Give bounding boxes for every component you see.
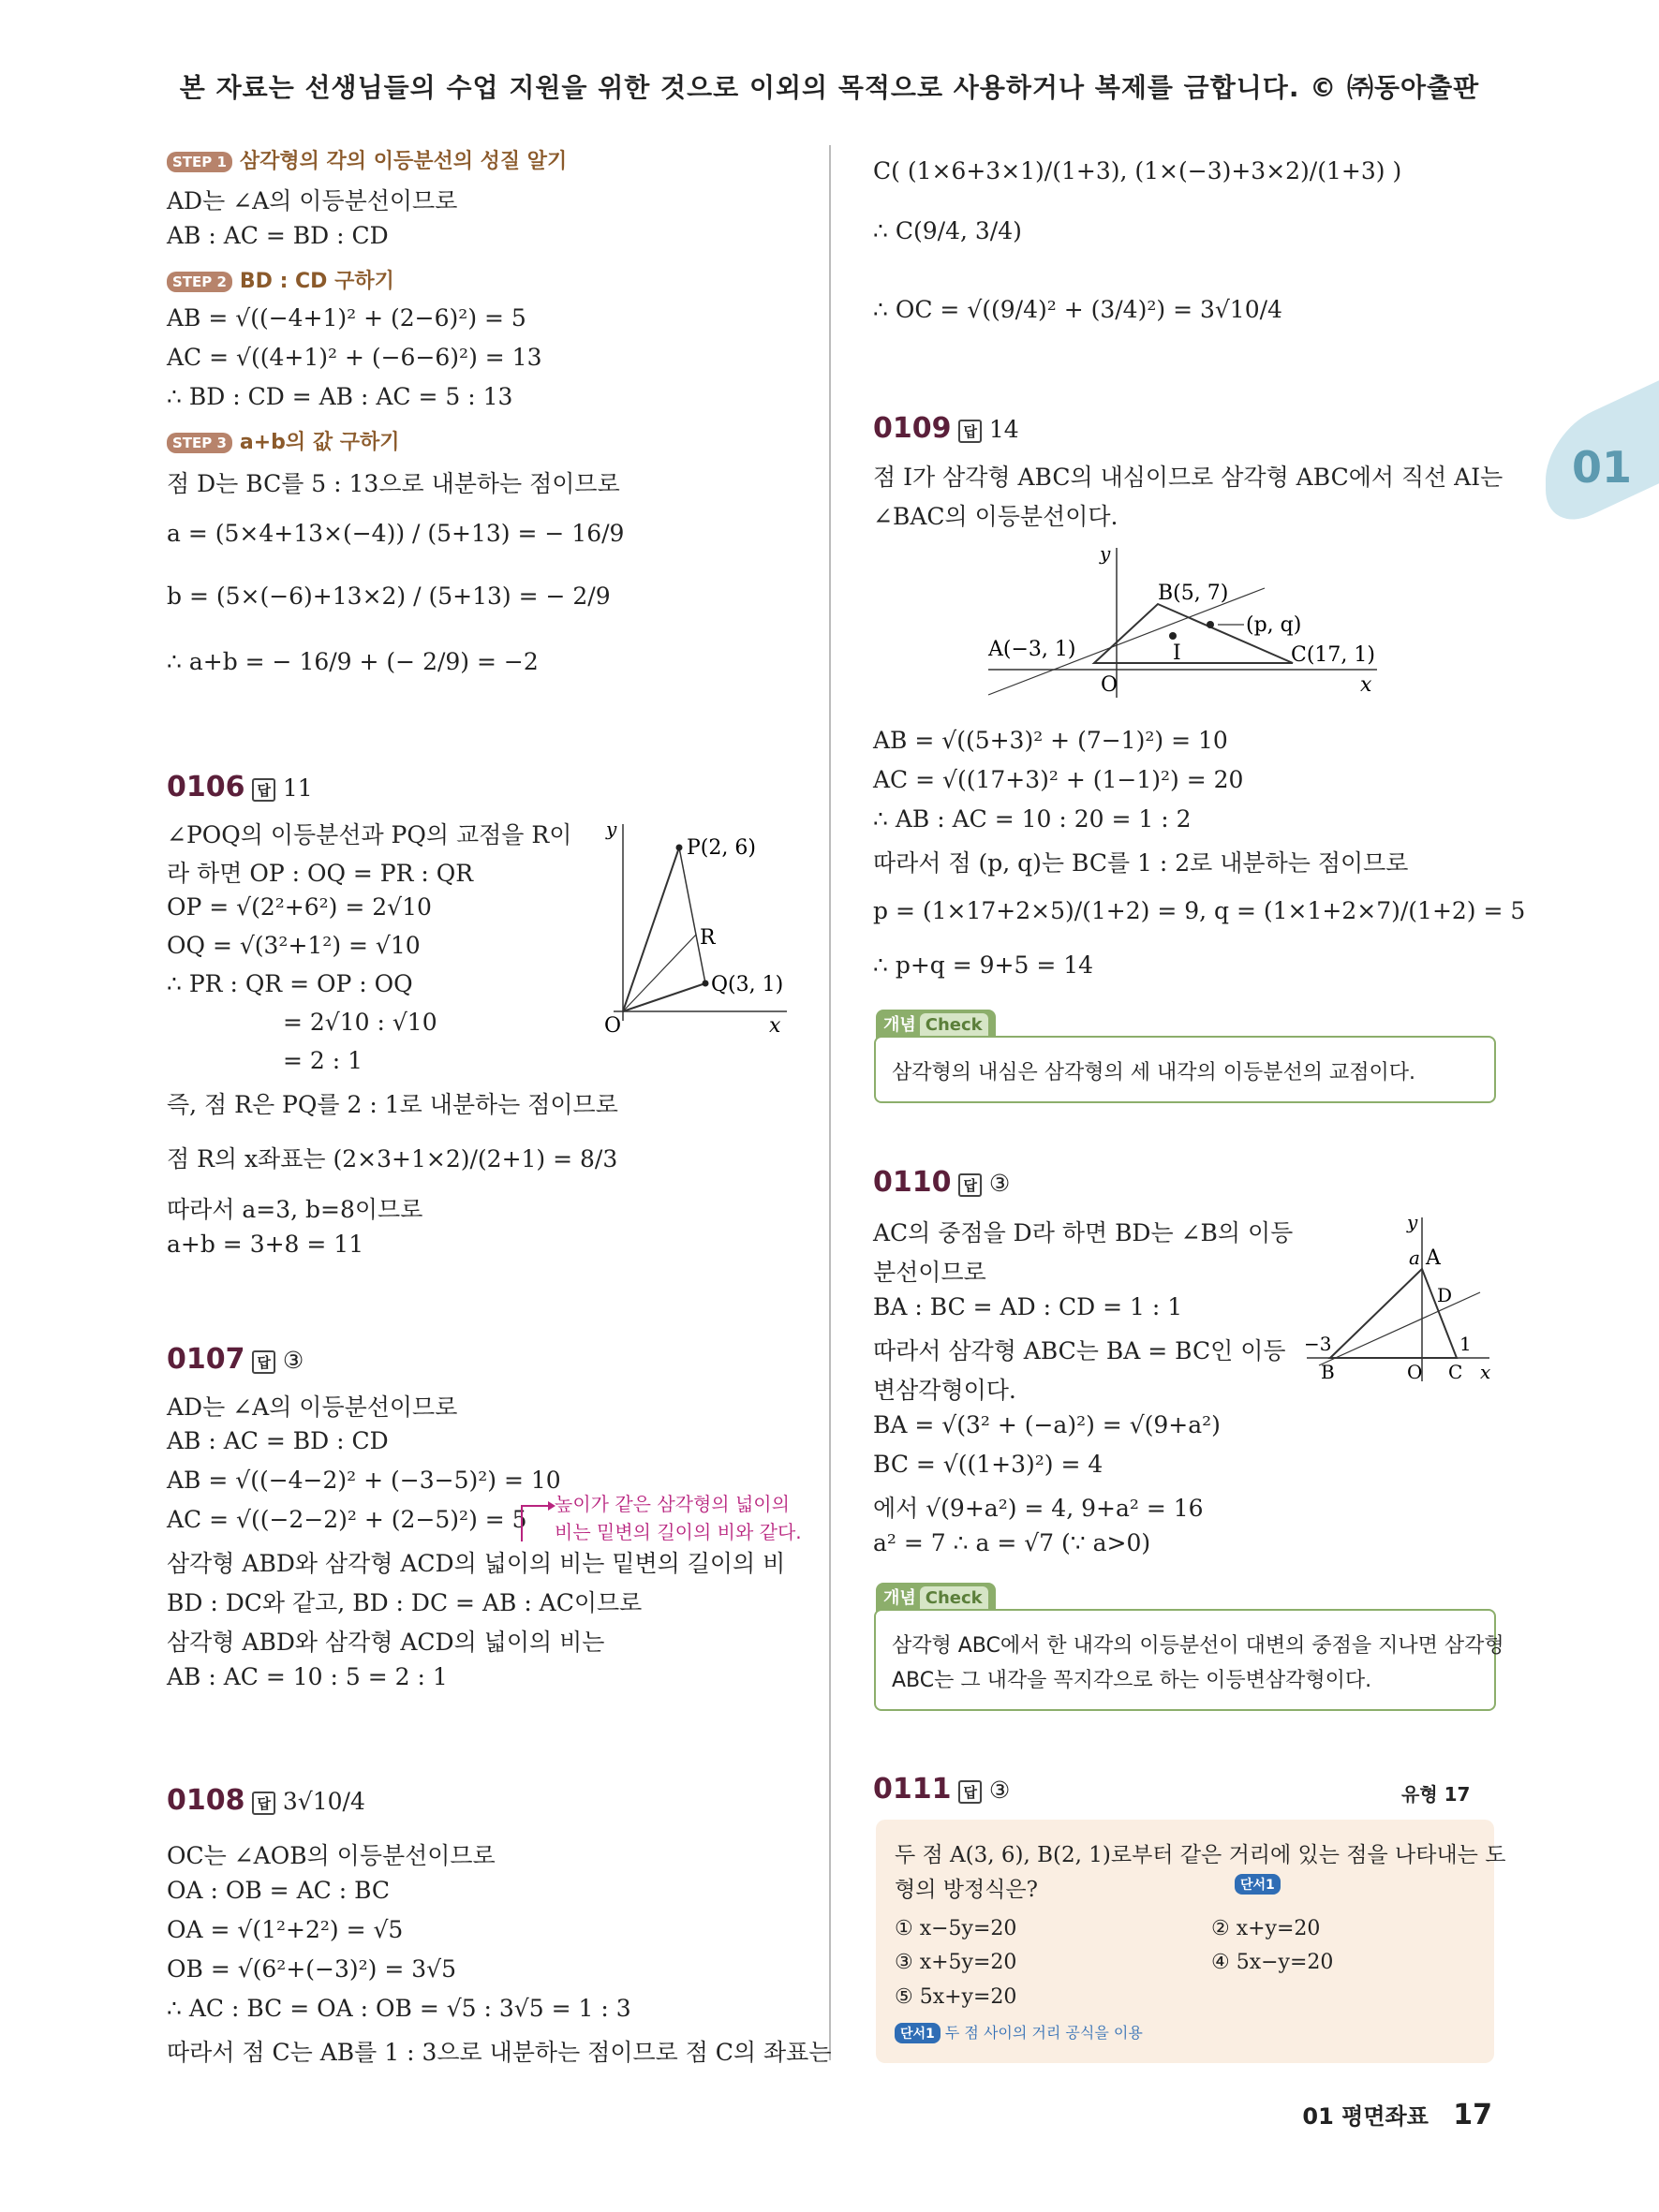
text-line: 에서 √(9+a²) = 4, 9+a² = 16 (873, 1495, 1204, 1522)
problem-number: 0109 (873, 412, 952, 445)
problem-0111-heading (873, 1773, 1010, 1806)
label-d: D (1437, 1284, 1453, 1306)
footer-chapter: 01 평면좌표 (1302, 2103, 1429, 2130)
text-line: OQ = √(3²+1²) = √10 (167, 932, 421, 959)
problem-number: 0107 (167, 1343, 245, 1376)
problem-0108-heading (167, 1784, 365, 1817)
point-q (703, 981, 709, 987)
label-m3: −3 (1304, 1333, 1332, 1355)
hint-text: 두 점 사이의 거리 공식을 이용 (944, 2024, 1143, 2042)
text-line: ∴ AC : BC = OA : OB = √5 : 3√5 = 1 : 3 (167, 1995, 631, 2022)
point-i (1169, 632, 1177, 640)
text-line: BA : BC = AD : CD = 1 : 1 (873, 1293, 1183, 1320)
text-line: AD는 ∠A의 이등분선이므로 (167, 1394, 458, 1421)
problem-0110-heading (873, 1166, 1010, 1199)
text-line: OA : OB = AC : BC (167, 1877, 391, 1904)
text-line: 라 하면 OP : OQ = PR : QR (167, 860, 474, 887)
text-line: AB : AC = BD : CD (167, 1427, 389, 1454)
text-line: b = (5×(−6)+13×2) / (5+13) = − 2/9 (167, 582, 611, 610)
text-line: AB = √((−4−2)² + (−3−5)²) = 10 (167, 1467, 561, 1494)
question-hint-badge (1235, 1867, 1281, 1895)
text-line: 분선이므로 (873, 1259, 986, 1286)
text-line: ∴ p+q = 9+5 = 14 (873, 951, 1094, 979)
problem-0106-heading (167, 771, 313, 804)
chapter-tab-number: 01 (1572, 442, 1633, 493)
problem-0109-heading (873, 412, 1019, 445)
text-line: AC = √((17+3)² + (1−1)²) = 20 (873, 766, 1244, 793)
check2-tag-label: 개념 (883, 1588, 916, 1608)
label-x: x (1480, 1361, 1491, 1383)
text-line: a+b = 3+8 = 11 (167, 1231, 364, 1258)
page-footer (1302, 2098, 1492, 2131)
check2-text-2: ABC는 그 내각을 꼭지각으로 하는 이등변삼각형이다. (892, 1669, 1372, 1692)
label-c: C(17, 1) (1291, 643, 1375, 667)
text-line: ∴ PR : QR = OP : OQ (167, 970, 413, 997)
problem-number: 0108 (167, 1784, 245, 1817)
label-o: O (1407, 1361, 1423, 1383)
text-line: OP = √(2²+6²) = 2√10 (167, 893, 432, 921)
answer-tag: 답 (958, 420, 982, 443)
triangle-abc (1330, 1269, 1457, 1358)
label-y: y (1100, 543, 1111, 565)
text-line: AC = √((−2−2)² + (2−5)²) = 5 (167, 1506, 527, 1533)
step1-heading (167, 145, 567, 174)
text-line: 점 D는 BC를 5 : 13으로 내분하는 점이므로 (167, 470, 620, 497)
hint-badge-label: 단서1 (1235, 1874, 1281, 1895)
text-line: C( (1×6+3×1)/(1+3), (1×(−3)+3×2)/(1+3) ) (873, 157, 1402, 184)
text-line: 따라서 a=3, b=8이므로 (167, 1196, 423, 1223)
copyright-header: 본 자료는 선생님들의 수업 지원을 위한 것으로 이외의 목적으로 사용하거나 복제를 금합니다. © ㈜동아출판 (179, 72, 1480, 103)
step3-title: a+b의 값 구하기 (239, 431, 400, 454)
arrow-icon (520, 1497, 557, 1543)
point-p (676, 845, 683, 851)
label-c: C (1448, 1361, 1463, 1383)
question-line-2: 형의 방정식은? (895, 1878, 1038, 1902)
figure-0110 (1302, 1208, 1499, 1386)
answer-tag: 답 (252, 778, 275, 802)
check1-label: Check (920, 1013, 988, 1037)
step1-title: 삼각형의 각의 이등분선의 성질 알기 (239, 150, 568, 173)
text-line: AC의 중점을 D라 하면 BD는 ∠B의 이등 (873, 1219, 1294, 1246)
step2-badge: STEP 2 (167, 272, 232, 292)
answer-value: ③ (282, 1347, 304, 1374)
text-line: BC = √((1+3)²) = 4 (873, 1451, 1104, 1478)
check2-box (874, 1609, 1496, 1711)
answer-value: 14 (988, 416, 1019, 443)
text-line: BA = √(3² + (−a)²) = √(9+a²) (873, 1411, 1221, 1438)
label-a-val: a (1409, 1246, 1420, 1269)
text-line: AB = √((5+3)² + (7−1)²) = 10 (873, 727, 1228, 754)
text-line: AB : AC = BD : CD (167, 222, 389, 249)
label-o: O (1101, 673, 1118, 697)
text-line: 변삼각형이다. (873, 1377, 1016, 1404)
problem-number: 0110 (873, 1166, 952, 1199)
label-y: y (1407, 1211, 1418, 1233)
label-pq: (p, q) (1246, 613, 1302, 637)
text-line: 점 R의 x좌표는 (2×3+1×2)/(2+1) = 8/3 (167, 1145, 618, 1172)
text-line: ∠BAC의 이등분선이다. (873, 503, 1118, 530)
segment-oq (623, 983, 705, 1011)
answer-value: ③ (988, 1777, 1011, 1804)
label-a: A(−3, 1) (988, 638, 1076, 661)
step1-badge: STEP 1 (167, 152, 232, 172)
type-label: 유형 17 (1401, 1783, 1471, 1806)
label-a: A (1426, 1246, 1441, 1270)
option-5: ⑤ 5x+y=20 (895, 1985, 1017, 2009)
label-q: Q(3, 1) (711, 973, 784, 996)
answer-value: 3√10/4 (282, 1788, 365, 1815)
hint-line (895, 2021, 1143, 2043)
segment-pq (679, 848, 705, 983)
check1-tag-label: 개념 (883, 1015, 916, 1035)
text-line: = 2√10 : √10 (283, 1009, 437, 1036)
text-line: 점 I가 삼각형 ABC의 내심이므로 삼각형 ABC에서 직선 AI는 (873, 464, 1503, 491)
label-x: x (1360, 673, 1372, 697)
figure-0109 (984, 543, 1386, 702)
text-line: = 2 : 1 (283, 1047, 363, 1074)
question-line-1: 두 점 A(3, 6), B(2, 1)로부터 같은 거리에 있는 점을 나타내는 도 (895, 1843, 1506, 1867)
answer-tag: 답 (958, 1780, 982, 1804)
check2-label: Check (920, 1586, 988, 1610)
step3-badge: STEP 3 (167, 433, 232, 453)
text-line: AD는 ∠A의 이등분선이므로 (167, 187, 458, 214)
text-line: ∴ OC = √((9/4)² + (3/4)²) = 3√10/4 (873, 296, 1282, 323)
label-o: O (604, 1014, 622, 1038)
text-line: ∴ BD : CD = AB : AC = 5 : 13 (167, 383, 513, 410)
problem-number: 0111 (873, 1773, 952, 1806)
note-line-2: 비는 밑변의 길이의 비와 같다. (555, 1521, 802, 1543)
figure-0106 (585, 815, 792, 1040)
text-line: 따라서 삼각형 ABC는 BA = BC인 이등 (873, 1337, 1286, 1364)
option-2: ② x+y=20 (1211, 1917, 1321, 1940)
text-line: a = (5×4+13×(−4)) / (5+13) = − 16/9 (167, 520, 625, 547)
problem-0107-heading (167, 1343, 304, 1376)
text-line: ∴ a+b = − 16/9 + (− 2/9) = −2 (167, 648, 539, 675)
label-p: P(2, 6) (687, 836, 756, 860)
point-pq (1207, 621, 1214, 628)
option-4: ④ 5x−y=20 (1211, 1951, 1334, 1974)
answer-value: 11 (282, 774, 313, 802)
text-line: p = (1×17+2×5)/(1+2) = 9, q = (1×1+2×7)/(1+2) = 5 (873, 897, 1526, 924)
text-line: 삼각형 ABD와 삼각형 ACD의 넓이의 비는 밑변의 길이의 비 (167, 1550, 786, 1577)
page-number: 17 (1453, 2099, 1492, 2131)
label-r: R (700, 926, 716, 950)
text-line: 삼각형 ABD와 삼각형 ACD의 넓이의 비는 (167, 1629, 605, 1656)
text-line: ∴ AB : AC = 10 : 20 = 1 : 2 (873, 805, 1192, 833)
check1-text: 삼각형의 내심은 삼각형의 세 내각의 이등분선의 교점이다. (892, 1061, 1416, 1084)
text-line: OC는 ∠AOB의 이등분선이므로 (167, 1842, 496, 1869)
hint-badge: 단서1 (895, 2023, 941, 2043)
text-line: 즉, 점 R은 PQ를 2 : 1로 내분하는 점이므로 (167, 1091, 618, 1118)
text-line: 따라서 점 C는 AB를 1 : 3으로 내분하는 점이므로 점 C의 좌표는 (167, 2039, 832, 2066)
label-b: B(5, 7) (1158, 582, 1229, 605)
note-line-1: 높이가 같은 삼각형의 넓이의 (555, 1493, 790, 1515)
label-one: 1 (1459, 1333, 1472, 1355)
check2-text-1: 삼각형 ABC에서 한 내각의 이등분선이 대변의 중점을 지나면 삼각형 (892, 1634, 1504, 1658)
label-y: y (606, 818, 617, 840)
option-1: ① x−5y=20 (895, 1917, 1017, 1940)
answer-value: ③ (988, 1170, 1011, 1197)
text-line: AB : AC = 10 : 5 = 2 : 1 (167, 1663, 448, 1690)
text-line: 따라서 점 (p, q)는 BC를 1 : 2로 내분하는 점이므로 (873, 849, 1409, 877)
step3-heading (167, 426, 400, 455)
text-line: OA = √(1²+2²) = √5 (167, 1916, 404, 1943)
text-line: AC = √((4+1)² + (−6−6)²) = 13 (167, 344, 542, 371)
label-x: x (769, 1014, 781, 1038)
segment-op (623, 848, 679, 1011)
answer-tag: 답 (252, 1792, 275, 1815)
answer-tag: 답 (252, 1350, 275, 1374)
text-line: AB = √((−4+1)² + (2−6)²) = 5 (167, 304, 526, 332)
text-line: OB = √(6²+(−3)²) = 3√5 (167, 1955, 456, 1983)
label-i: I (1173, 641, 1181, 665)
step2-title: BD : CD 구하기 (239, 270, 394, 293)
column-divider (829, 145, 831, 2060)
label-b: B (1321, 1361, 1335, 1383)
text-line: ∴ C(9/4, 3/4) (873, 217, 1022, 244)
problem-number: 0106 (167, 771, 245, 804)
step2-heading (167, 265, 394, 294)
option-3: ③ x+5y=20 (895, 1951, 1017, 1974)
text-line: a² = 7 ∴ a = √7 (∵ a>0) (873, 1529, 1151, 1556)
text-line: ∠POQ의 이등분선과 PQ의 교점을 R이 (167, 821, 572, 848)
text-line: BD : DC와 같고, BD : DC = AB : AC이므로 (167, 1589, 643, 1616)
answer-tag: 답 (958, 1173, 982, 1197)
